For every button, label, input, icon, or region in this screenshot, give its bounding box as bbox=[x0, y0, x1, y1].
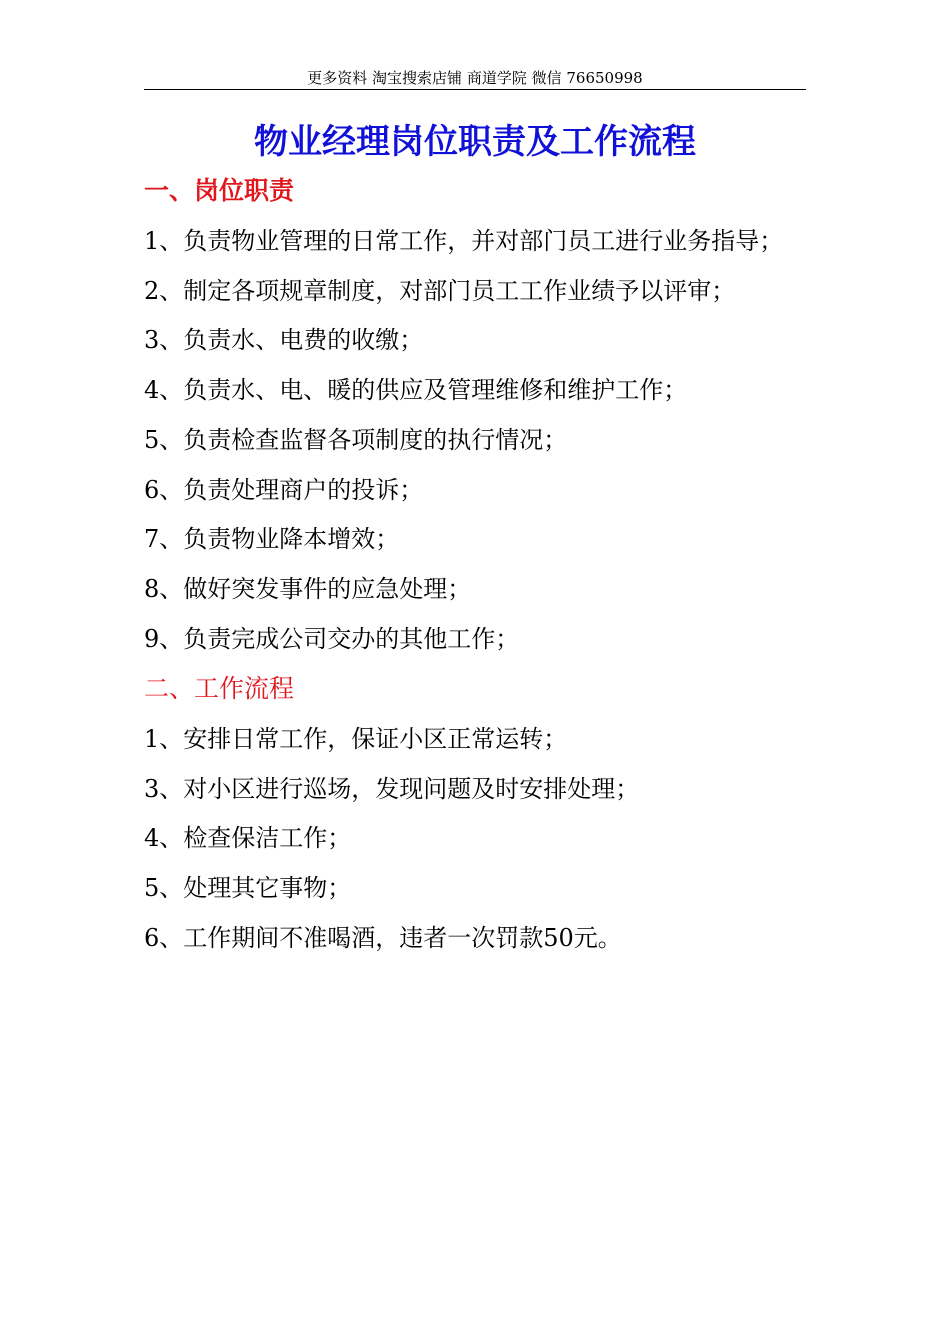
list-item: 7、负责物业降本增效； bbox=[144, 525, 400, 553]
list-item: 4、检查保洁工作； bbox=[144, 824, 352, 852]
header-rule bbox=[144, 89, 806, 90]
list-item: 8、做好突发事件的应急处理； bbox=[144, 575, 472, 603]
page-header: 更多资料 淘宝搜索店铺 商道学院 微信 76650998 bbox=[307, 69, 643, 87]
list-item: 9、负责完成公司交办的其他工作； bbox=[144, 625, 520, 653]
document-title: 物业经理岗位职责及工作流程 bbox=[254, 122, 696, 162]
list-item: 3、负责水、电费的收缴； bbox=[144, 326, 424, 354]
list-item: 5、处理其它事物； bbox=[144, 874, 352, 902]
section-heading-workflow: 二、工作流程 bbox=[144, 674, 295, 703]
list-item: 4、负责水、电、暖的供应及管理维修和维护工作； bbox=[144, 376, 688, 404]
list-item: 6、工作期间不准喝酒，违者一次罚款50元。 bbox=[144, 924, 622, 952]
list-item: 1、安排日常工作，保证小区正常运转； bbox=[144, 725, 568, 753]
section-heading-duties: 一、岗位职责 bbox=[144, 176, 295, 205]
list-item: 1、负责物业管理的日常工作，并对部门员工进行业务指导； bbox=[144, 227, 784, 255]
list-item: 2、制定各项规章制度，对部门员工工作业绩予以评审； bbox=[144, 277, 736, 305]
list-item: 6、负责处理商户的投诉； bbox=[144, 476, 424, 504]
list-item: 5、负责检查监督各项制度的执行情况； bbox=[144, 426, 568, 454]
list-item: 3、对小区进行巡场，发现问题及时安排处理； bbox=[144, 775, 640, 803]
